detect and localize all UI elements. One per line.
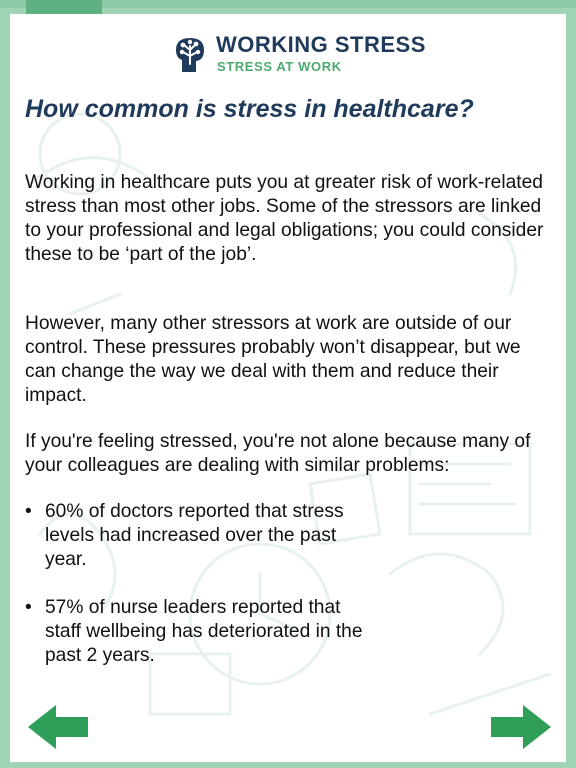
statistics-list [25,500,375,668]
paragraph-intro: Working in healthcare puts you at greater risk of work-related stress than most other jobs. Some of the stressors are linked to your professional and legal obligations; you could consider these to be ‘part of the job’. [25,172,544,265]
page-title: How common is stress in healthcare? [25,95,474,123]
arrow-right-icon [489,703,553,751]
bullet-text-doctors: 60% of doctors reported that stress levels had increased over the past year. [45,501,344,570]
content-panel [10,14,566,762]
arrow-left-icon [26,703,90,751]
brand-subtitle: STRESS AT WORK [217,59,342,74]
brand-logo [168,30,468,82]
bullet-marker: • [25,501,32,522]
paragraph-not-alone: If you're feeling stressed, you're not alone because many of your colleagues are dealing with similar problems: [25,431,531,476]
brand-title: WORKING STRESS [216,32,426,57]
bullet-marker: • [25,597,32,618]
tree-head-logo-icon [168,30,212,74]
back-button[interactable] [26,703,90,751]
bullet-text-nurses: 57% of nurse leaders reported that staff wellbeing has deteriorated in the past 2 years. [45,597,363,666]
list-item [25,596,375,668]
list-item [25,500,375,572]
next-button[interactable] [489,703,553,751]
paragraph-control: However, many other stressors at work are outside of our control. These pressures probably won’t disappear, but we can change the way we deal with them and reduce their impact. [25,313,521,406]
